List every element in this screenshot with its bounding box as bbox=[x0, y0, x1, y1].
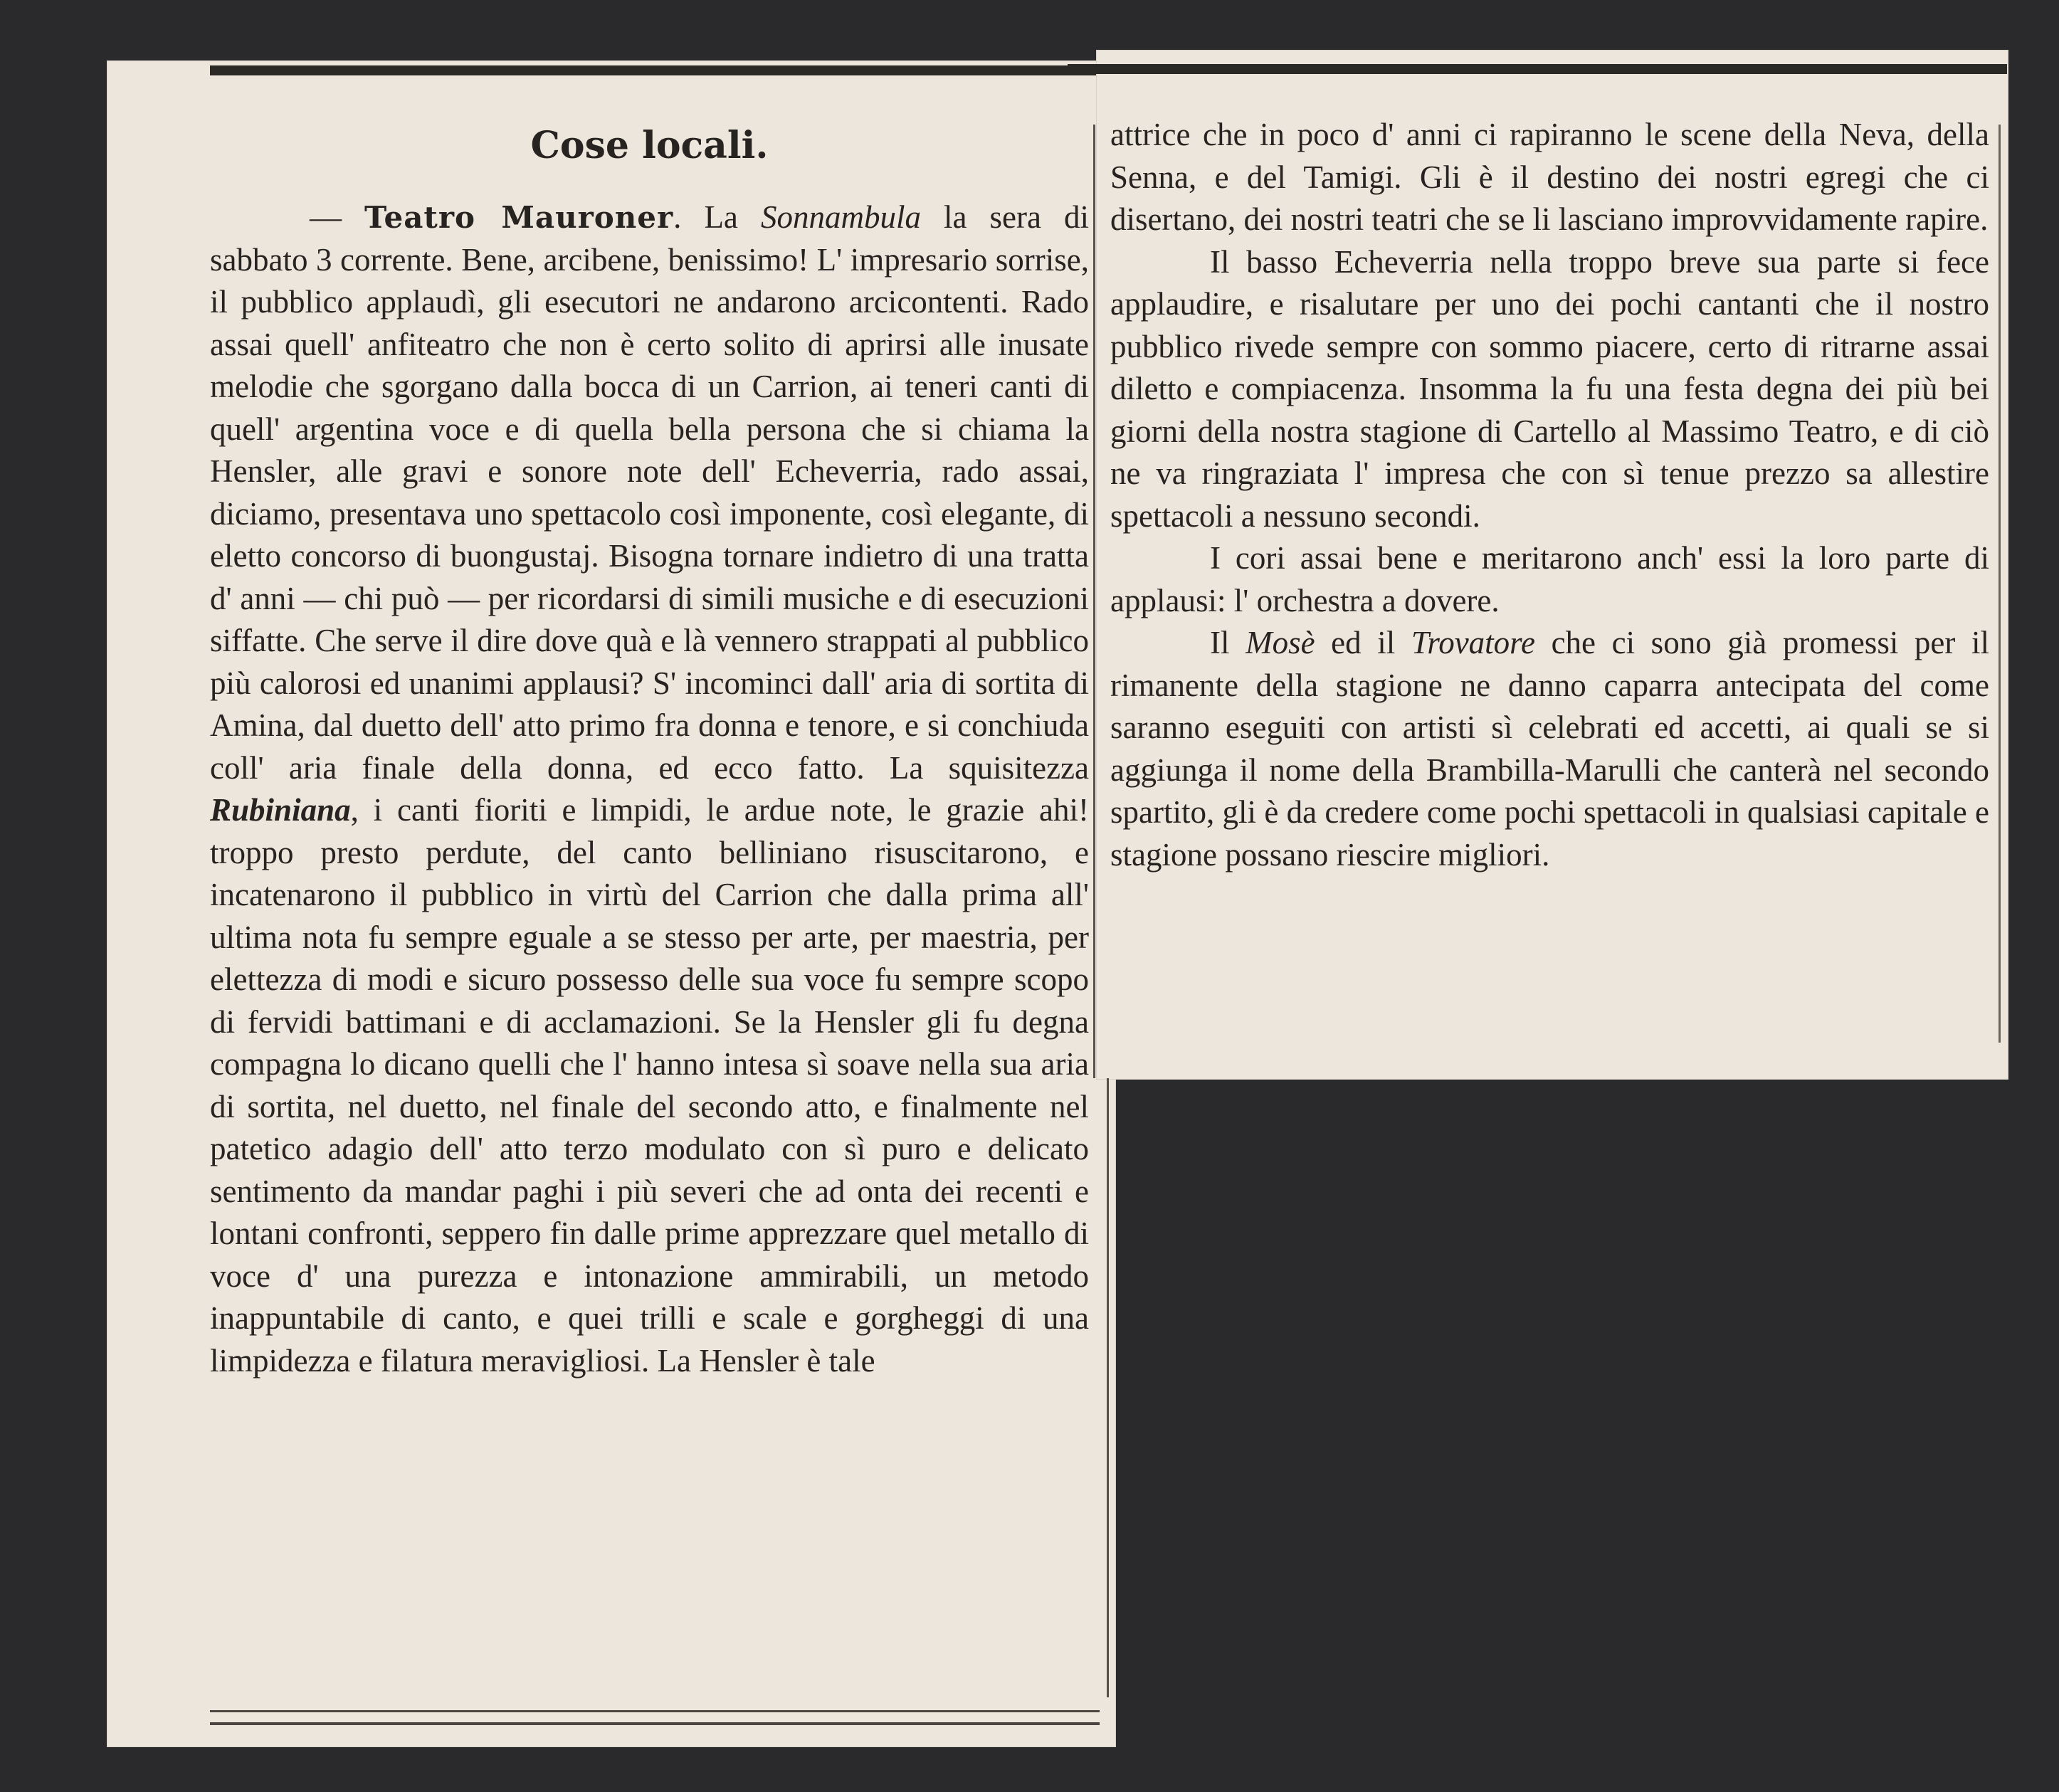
venue-name: Teatro Mauroner bbox=[364, 200, 674, 235]
text-run: che ci sono già promessi per il rimanente della stagione ne danno caparra antecipata del come saranno eseguiti con artisti sì celebrati ed accetti, ai quali se si aggiunga il nome della Brambilla-Marulli che canterà nel secondo spartito, gli è da credere come pochi spettacoli in qualsiasi capitale e stagione possano riescire migliori. bbox=[1110, 625, 1989, 873]
left-column bbox=[210, 114, 1089, 1382]
paragraph-cori: I cori assai bene e meritarono anch' essi la loro parte di applausi: l' orchestra a dovere. bbox=[1110, 540, 1989, 618]
opera-title: Sonnambula bbox=[760, 199, 921, 235]
text-run: la sera di sabbato 3 corrente. Bene, arcibene, benissimo! L' impresario sorrise, il pubblico applaudì, gli esecutori ne andarono arcicontenti. Rado assai quell' anfiteatro che non è certo solito di aprirsi alle inusate melodie che sgorgano dalla bocca di un Carrion, ai teneri canti di quell' argentina voce e di quella bella persona che si chiama la Hensler, alle gravi e sonore note dell' Echeverria, rado assai, diciamo, presentava uno spettacolo così imponente, così elegante, di eletto concorso di buongustaj. Bisogna tornare indietro di una tratta d' anni — chi può — per ricordarsi di simili musiche e di esecuzioni siffatte. Che serve il dire dove quà e là vennero strappati al pubblico più calorosi ed unanimi applausi? S' incominci dall' aria di sortita di Amina, dal duetto dell' atto primo fra donna e tenore, e si conchiuda coll' aria finale della donna, ed ecco fatto. La squisitezza bbox=[210, 199, 1090, 786]
opera-trovatore: Trovatore bbox=[1411, 625, 1535, 660]
top-rule-left bbox=[210, 65, 1096, 75]
bottom-rule-top bbox=[210, 1710, 1100, 1712]
bottom-rule-bottom bbox=[210, 1722, 1100, 1725]
rubiniana: Rubiniana bbox=[210, 792, 351, 828]
article-heading: Cose locali. bbox=[530, 124, 769, 167]
paragraph-mose-trovatore bbox=[1110, 622, 1989, 876]
text-run: Il bbox=[1210, 625, 1246, 660]
text-run: . La bbox=[673, 199, 761, 235]
right-border-line bbox=[1999, 125, 2001, 1043]
opera-mose: Mosè bbox=[1246, 625, 1315, 660]
paragraph-continuation: attrice che in poco d' anni ci rapiranno le scene della Neva, della Senna, e del Tamigi. Gli è il destino dei nostri egregi che ci disertano, dei nostri teatri che se li lasciano improvvidamente rapire. bbox=[1110, 117, 1989, 237]
paragraph-echeverria: Il basso Echeverria nella troppo breve sua parte si fece applaudire, e risalutare per uno dei pochi cantanti che il nostro pubblico rivede sempre con sommo piacere, certo di ritrarne assai diletto e compiacenza. Insomma la fu una festa degna dei più bei giorni della nostra stagione di Cartello al Massimo Teatro, e di ciò ne va ringraziata l' impresa che con sì tenue prezzo sa allestire spettacoli a nessuno secondi. bbox=[1110, 243, 1989, 534]
dash: — bbox=[310, 199, 365, 235]
text-run: , i canti fioriti e limpidi, le ardue note, le grazie ahi! troppo presto perdute, del canto belliniano risuscitarono, e incatenarono il pubblico in virtù del Carrion che dalla prima all' ultima nota fu sempre eguale a se stesso per arte, per maestria, per elettezza di modi e sicuro possesso delle sua voce fu sempre scopo di fervidi battimani e di acclamazioni. Se la Hensler gli fu degna compagna lo dicano quelli che l' hanno intesa sì soave nella sua aria di sortita, nel duetto, nel finale del secondo atto, e finalmente nel patetico adagio dell' atto terzo modulato con sì puro e delicato sentimento da mandar paghi i più severi che ad onta dei recenti e lontani confronti, seppero fin dalle prime apprezzare quel metallo di voce d' una purezza e intonazione ammirabili, un metodo inappuntabile di canto, e quei trilli e scale e gorgheggi di una limpidezza e filatura meravigliosi. La Hensler è tale bbox=[210, 792, 1089, 1379]
top-rule-right bbox=[1068, 64, 2007, 74]
column-separator-lower bbox=[1107, 1078, 1109, 1697]
text-run: ed il bbox=[1315, 625, 1411, 660]
right-column bbox=[1110, 114, 1989, 876]
paragraph-teatro-mauroner bbox=[210, 196, 1089, 1382]
column-separator-upper bbox=[1093, 125, 1095, 1078]
